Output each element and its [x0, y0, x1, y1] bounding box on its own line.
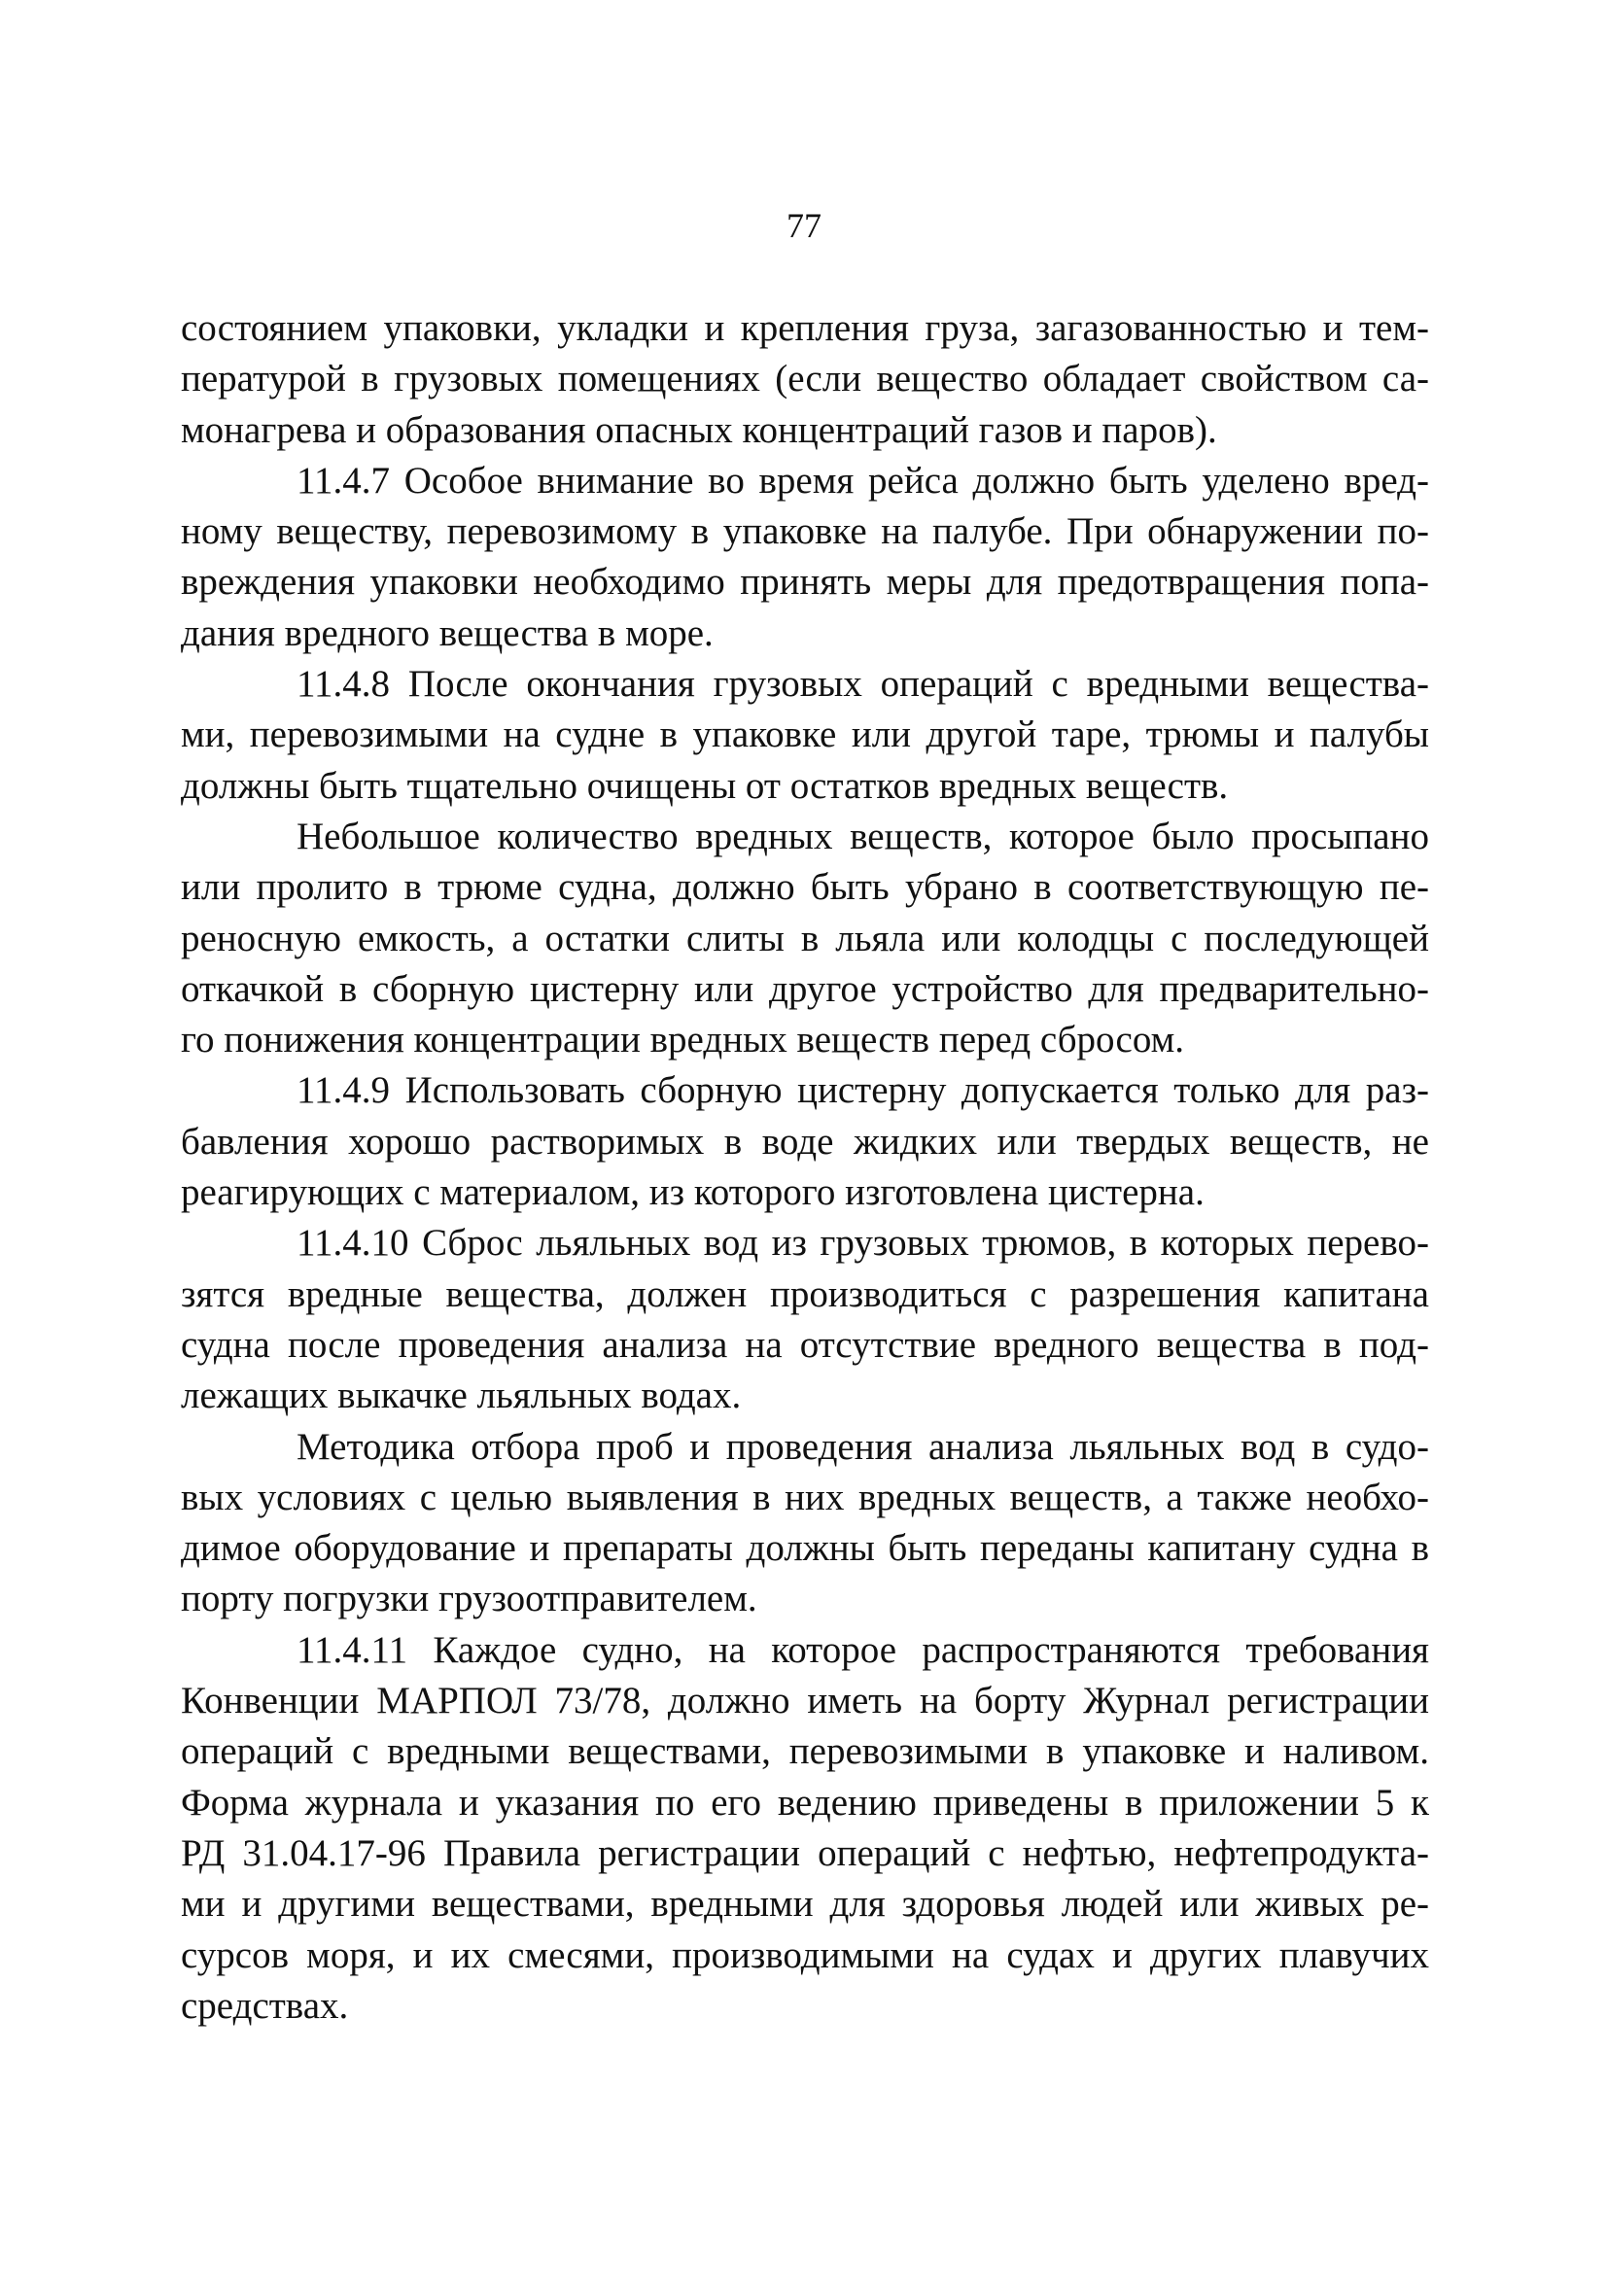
text-line: реносную емкость, а остатки слиты в льяла или колодцы с последующей — [181, 917, 1429, 959]
paragraph-spill-cleanup — [181, 812, 1429, 1065]
text-line: реагирующих с материалом, из которого изготовлена цистерна. — [181, 1171, 1205, 1214]
text-line: состоянием упаковки, укладки и крепления груза, загазованностью и тем- — [181, 307, 1429, 349]
paragraph-11-4-10 — [181, 1218, 1429, 1421]
text-line: Методика отбора проб и проведения анализа льяльных вод в судо- — [297, 1425, 1429, 1468]
text-line: РД 31.04.17-96 Правила регистрации операций с нефтью, нефтепродукта- — [181, 1831, 1429, 1874]
text-line: 11.4.7 Особое внимание во время рейса должно быть уделено вред- — [297, 459, 1429, 502]
text-line: ному веществу, перевозимому в упаковке на палубе. При обнаружении по- — [181, 510, 1429, 553]
text-line: 11.4.11 Каждое судно, на которое распространяются требования — [297, 1628, 1429, 1671]
text-line: порту погрузки грузоотправителем. — [181, 1578, 757, 1620]
text-line: должны быть тщательно очищены от остатков вредных веществ. — [181, 764, 1229, 807]
text-line: откачкой в сборную цистерну или другое устройство для предварительно- — [181, 967, 1429, 1010]
page-number: 77 — [787, 206, 821, 245]
text-line: 11.4.8 После окончания грузовых операций с вредными вещества- — [297, 663, 1429, 706]
text-line: бавления хорошо растворимых в воде жидких или твердых веществ, не — [181, 1120, 1429, 1163]
text-line: го понижения концентрации вредных веществ перед сбросом. — [181, 1019, 1185, 1061]
text-line: лежащих выкачке льяльных водах. — [181, 1374, 742, 1417]
text-line: 11.4.10 Сброс льяльных вод из грузовых трюмов, в которых перево- — [297, 1222, 1429, 1265]
text-line: Форма журнала и указания по его ведению приведены в приложении 5 к — [181, 1781, 1429, 1824]
text-line: сурсов моря, и их смесями, производимыми на судах и других плавучих — [181, 1933, 1429, 1976]
text-line: ми и другими веществами, вредными для здоровья людей или живых ре- — [181, 1883, 1429, 1926]
text-line: ми, перевозимыми на судне в упаковке или другой таре, трюмы и палубы — [181, 713, 1429, 756]
document-body — [181, 303, 1429, 2032]
text-line: вреждения упаковки необходимо принять меры для предотвращения попа- — [181, 561, 1429, 604]
text-line: Небольшое количество вредных веществ, которое было просыпано — [297, 815, 1429, 857]
text-line: средствах. — [181, 1984, 349, 2027]
paragraph-11-4-8 — [181, 659, 1429, 812]
paragraph-continuation — [181, 303, 1429, 456]
text-line: судна после проведения анализа на отсутствие вредного вещества в под- — [181, 1323, 1429, 1366]
text-line: монагрева и образования опасных концентраций газов и паров). — [181, 408, 1217, 451]
text-line: пературой в грузовых помещениях (если вещество обладает свойством са- — [181, 358, 1429, 400]
paragraph-11-4-9 — [181, 1065, 1429, 1218]
paragraph-11-4-11 — [181, 1625, 1429, 2032]
text-line: димое оборудование и препараты должны быть переданы капитану судна в — [181, 1527, 1429, 1570]
text-line: зятся вредные вещества, должен производиться с разрешения капитана — [181, 1272, 1429, 1315]
text-line: Конвенции МАРПОЛ 73/78, должно иметь на борту Журнал регистрации — [181, 1680, 1429, 1722]
text-line: 11.4.9 Использовать сборную цистерну допускается только для раз- — [297, 1069, 1429, 1112]
text-line: дания вредного вещества в море. — [181, 611, 714, 654]
paragraph-sampling-method — [181, 1422, 1429, 1625]
text-line: вых условиях с целью выявления в них вредных веществ, а также необхо- — [181, 1476, 1429, 1518]
text-line: операций с вредными веществами, перевозимыми в упаковке и наливом. — [181, 1730, 1429, 1773]
paragraph-11-4-7 — [181, 456, 1429, 659]
text-line: или пролито в трюме судна, должно быть убрано в соответствующую пе- — [181, 866, 1429, 909]
